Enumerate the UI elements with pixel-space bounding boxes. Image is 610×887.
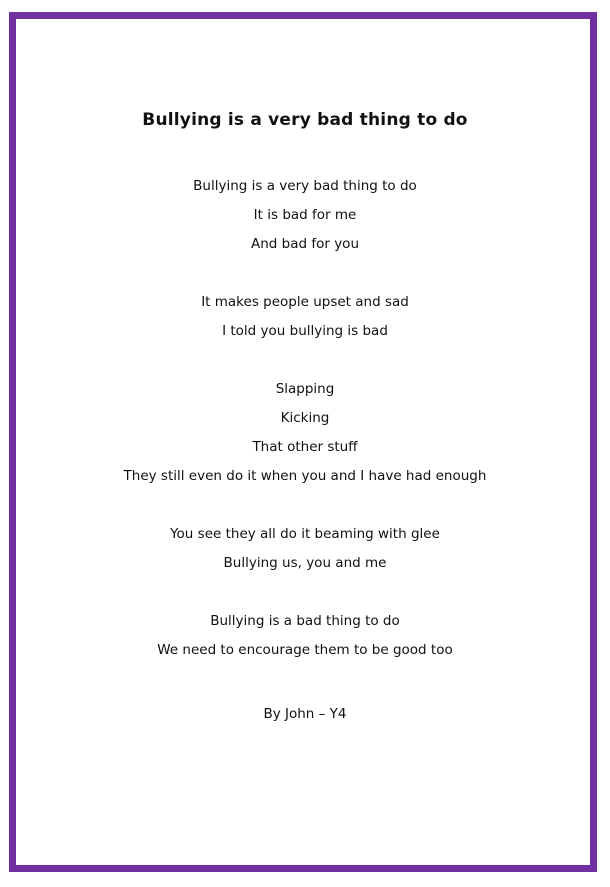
stanza-gap [0,259,610,288]
poem-line: Bullying us, you and me [223,555,387,571]
stanza-3 [0,375,610,491]
poem-line: You see they all do it beaming with glee [170,526,440,542]
poem-line: Bullying is a bad thing to do [210,613,400,629]
poem-line: Bullying is a very bad thing to do [193,178,417,194]
poem-body [0,172,610,665]
stanza-5 [0,607,610,665]
poem-line: It is bad for me [253,207,357,223]
stanza-gap [0,346,610,375]
poem-line: Slapping [275,381,335,397]
poem-line: We need to encourage them to be good too [157,642,453,658]
poem-line: And bad for you [250,236,359,252]
author-credit: By John – Y4 [263,706,347,722]
poem-line: It makes people upset and sad [201,294,409,310]
poem-line: They still even do it when you and I have had enough [123,468,487,484]
stanza-1 [0,172,610,259]
poem-line: I told you bullying is bad [222,323,388,339]
poem-line: That other stuff [252,439,358,455]
poem-title: Bullying is a very bad thing to do [142,110,468,130]
stanza-gap [0,578,610,607]
stanza-4 [0,520,610,578]
stanza-2 [0,288,610,346]
stanza-gap [0,491,610,520]
poem-line: Kicking [280,410,330,426]
